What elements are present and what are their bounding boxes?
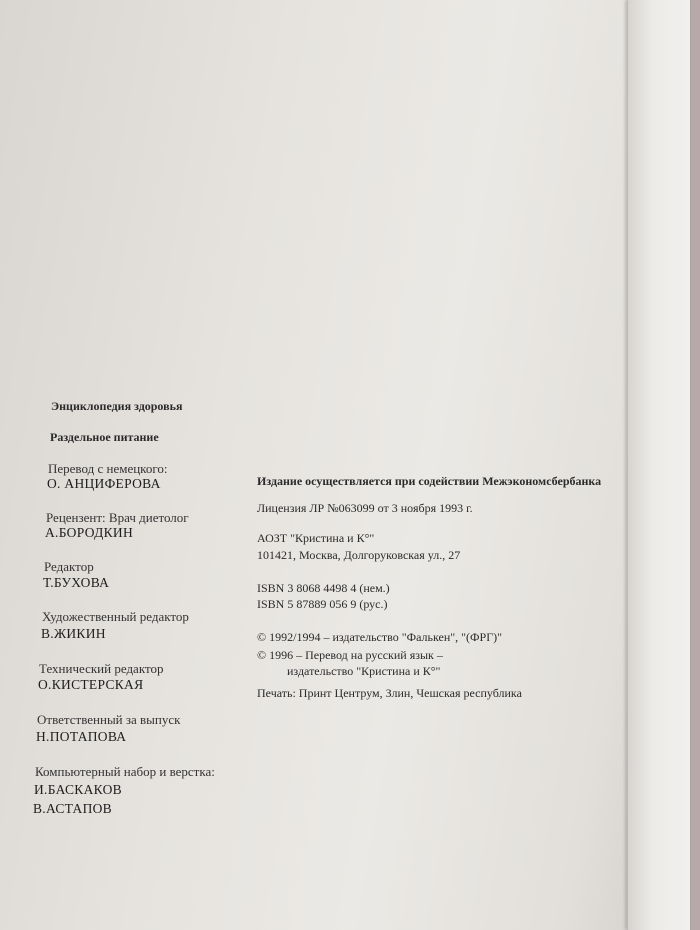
credit-role: Технический редактор [39,661,164,676]
credit-name: В.ЖИКИН [41,626,106,641]
credit-role: Ответственный за выпуск [37,712,181,727]
credit-role: Художественный редактор [42,609,189,624]
credit-role: Перевод с немецкого: [48,461,168,476]
credit-name: Т.БУХОВА [43,575,110,590]
credit-name: О.КИСТЕРСКАЯ [38,677,144,692]
credit-role: Компьютерный набор и верстка: [35,764,215,779]
book-title: Раздельное питание [50,430,159,444]
series-title: Энциклопедия здоровья [51,399,183,413]
credit-name: О. АНЦИФЕРОВА [47,476,161,491]
copyright-translation: © 1996 – Перевод на русский язык – [257,648,443,662]
printer-line: Печать: Принт Центрум, Злин, Чешская республика [257,686,522,700]
publisher-name: АОЗТ "Кристина и К°" [257,531,375,545]
copyright-translation-publisher: издательство "Кристина и К°" [287,664,441,678]
credit-name: И.БАСКАКОВ [34,782,122,797]
credit-name: В.АСТАПОВ [33,801,112,816]
publisher-address: 101421, Москва, Долгоруковская ул., 27 [257,548,461,562]
next-page-edge [627,0,690,930]
credit-name: А.БОРОДКИН [45,525,133,540]
copyright-original: © 1992/1994 – издательство "Фалькен", "(ФРГ)" [257,630,503,644]
sponsor-note: Издание осуществляется при содействии Межэкономсбербанка [257,474,602,488]
credit-role: Редактор [44,559,94,574]
isbn-russian: ISBN 5 87889 056 9 (рус.) [257,597,388,611]
credit-role: Рецензент: Врач диетолог [46,510,189,525]
credit-name: Н.ПОТАПОВА [36,729,127,744]
license-line: Лицензия ЛР №063099 от 3 ноября 1993 г. [257,501,473,515]
isbn-german: ISBN 3 8068 4498 4 (нем.) [257,581,390,595]
